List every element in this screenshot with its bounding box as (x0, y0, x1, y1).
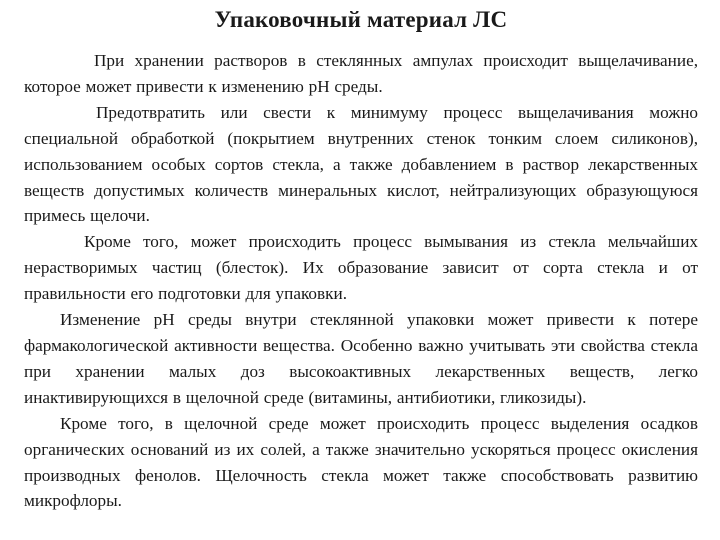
page-title: Упаковочный материал ЛС (214, 7, 508, 32)
paragraph-leaching-prevention: Предотвратить или свести к минимуму процесс выщелачивания можно специальной обработкой (покрытием внутренних стенок тонким слоем силиконов), использованием особых сортов стекла, а также добавлением в раствор лекарственных веществ допустимых количеств минеральных кислот, нейтрализующих образующуюся примесь щелочи. (24, 102, 698, 226)
paragraph-ph-change: Изменение рН среды внутри стеклянной упаковки может привести к потере фармакологической активности вещества. Особенно важно учитывать эти свойства стекла при хранении малых доз высокоактивных лекарственных веществ, легко инактивирующихся в щелочной среде (витамины, антибиотики, гликозиды). (24, 310, 698, 407)
document-body (24, 48, 698, 514)
paragraph-ampoule-leaching: При хранении растворов в стеклянных ампулах происходит выщелачивание, которое может привести к изменению рН среды. (24, 51, 698, 96)
paragraph-glass-particles: Кроме того, может происходить процесс вымывания из стекла мельчайших нерастворимых частиц (блесток). Их образование зависит от сорта стекла и от правильности его подготовки для упаковки. (24, 232, 698, 304)
paragraph-alkaline-effects: Кроме того, в щелочной среде может происходить процесс выделения осадков органических оснований из их солей, а также значительно ускоряться процесс окисления производных фенолов. Щелочность стекла может также способствовать развитию микрофлоры. (24, 413, 698, 511)
